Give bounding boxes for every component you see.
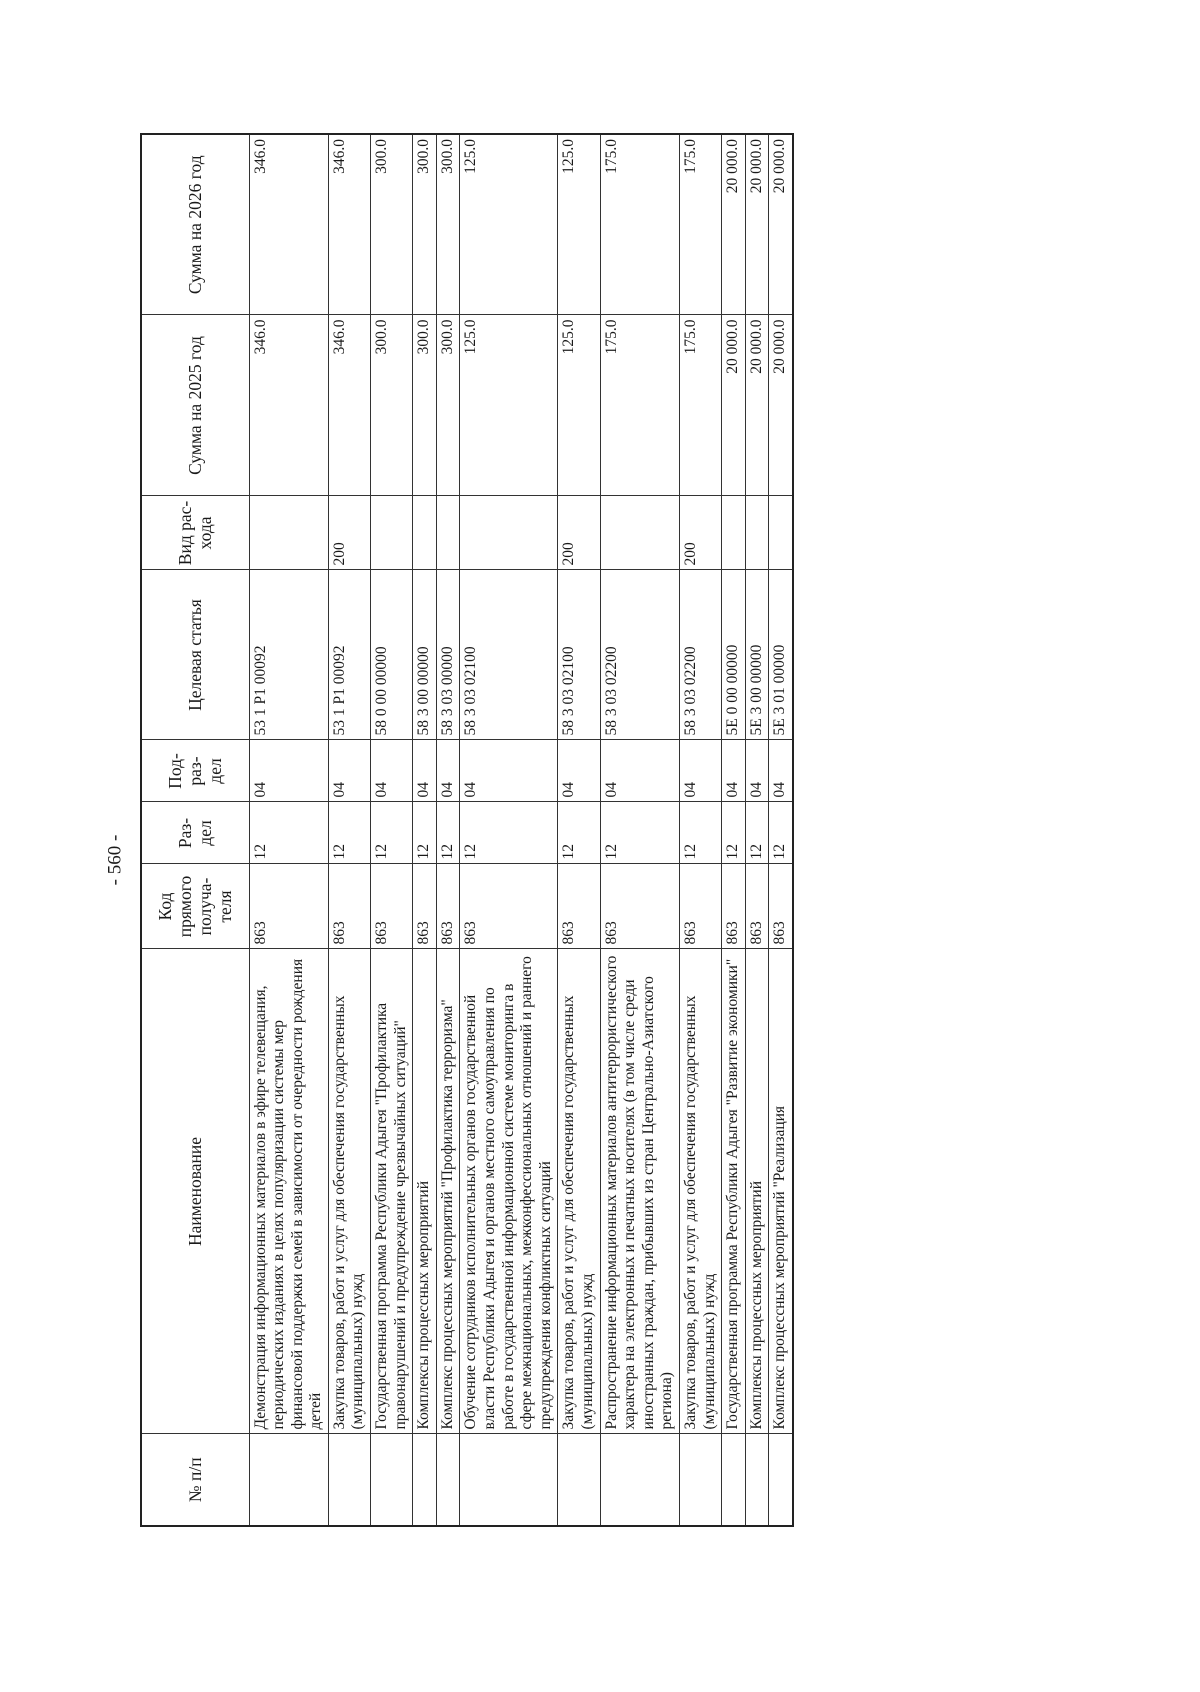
table-row xyxy=(413,134,437,1526)
cell-sum2026: 346.0 xyxy=(249,134,328,315)
cell-code: 863 xyxy=(460,864,558,949)
budget-table-wrapper xyxy=(140,135,1065,1527)
header-subsection: Под-раз-дел xyxy=(141,740,249,802)
cell-num xyxy=(769,1434,793,1526)
cell-expense xyxy=(460,496,558,570)
table-row xyxy=(371,134,413,1526)
cell-expense: 200 xyxy=(558,496,600,570)
cell-section: 12 xyxy=(371,802,413,864)
cell-section: 12 xyxy=(769,802,793,864)
table-row xyxy=(460,134,558,1526)
header-num: № п/п xyxy=(141,1434,249,1526)
cell-expense xyxy=(769,496,793,570)
cell-code: 863 xyxy=(413,864,437,949)
cell-section: 12 xyxy=(558,802,600,864)
cell-sum2025: 300.0 xyxy=(436,315,460,496)
cell-num xyxy=(371,1434,413,1526)
cell-num xyxy=(600,1434,679,1526)
cell-sum2025: 300.0 xyxy=(413,315,437,496)
header-target: Целевая статья xyxy=(141,570,249,740)
table-row xyxy=(679,134,721,1526)
cell-sum2026: 125.0 xyxy=(558,134,600,315)
cell-name: Государственная программа Республики Адыгея "Развитие экономики" xyxy=(722,949,746,1434)
cell-name: Комплекс процессных мероприятий "Реализация xyxy=(769,949,793,1434)
cell-sum2026: 175.0 xyxy=(679,134,721,315)
cell-target: 58 3 03 02200 xyxy=(600,570,679,740)
table-row xyxy=(600,134,679,1526)
cell-expense xyxy=(745,496,769,570)
cell-expense xyxy=(436,496,460,570)
cell-num xyxy=(558,1434,600,1526)
cell-expense: 200 xyxy=(328,496,370,570)
cell-code: 863 xyxy=(436,864,460,949)
cell-num xyxy=(679,1434,721,1526)
cell-subsection: 04 xyxy=(558,740,600,802)
cell-num xyxy=(328,1434,370,1526)
table-row xyxy=(722,134,746,1526)
cell-name: Обучение сотрудников исполнительных органов государственной власти Республики Адыгея и органов местного самоуправления по работе в государственной информационной системе мониторинга в сфере межнациональных, межконфессиональных отношений и раннего предупреждения конфликтных ситуаций xyxy=(460,949,558,1434)
cell-subsection: 04 xyxy=(436,740,460,802)
cell-code: 863 xyxy=(558,864,600,949)
cell-target: 58 3 03 00000 xyxy=(436,570,460,740)
cell-expense xyxy=(722,496,746,570)
cell-code: 863 xyxy=(679,864,721,949)
cell-sum2025: 125.0 xyxy=(460,315,558,496)
cell-num xyxy=(745,1434,769,1526)
cell-code: 863 xyxy=(371,864,413,949)
cell-subsection: 04 xyxy=(371,740,413,802)
cell-num xyxy=(249,1434,328,1526)
cell-code: 863 xyxy=(769,864,793,949)
table-body xyxy=(249,134,793,1526)
table-row xyxy=(769,134,793,1526)
cell-sum2025: 346.0 xyxy=(328,315,370,496)
cell-subsection: 04 xyxy=(722,740,746,802)
table-row xyxy=(436,134,460,1526)
cell-code: 863 xyxy=(745,864,769,949)
cell-name: Комплексы процессных мероприятий xyxy=(745,949,769,1434)
cell-expense: 200 xyxy=(679,496,721,570)
cell-section: 12 xyxy=(413,802,437,864)
cell-num xyxy=(436,1434,460,1526)
cell-target: 5Е 3 01 00000 xyxy=(769,570,793,740)
cell-subsection: 04 xyxy=(769,740,793,802)
cell-sum2026: 346.0 xyxy=(328,134,370,315)
cell-subsection: 04 xyxy=(745,740,769,802)
cell-num xyxy=(722,1434,746,1526)
table-header-row xyxy=(141,134,249,1526)
cell-target: 58 3 03 02100 xyxy=(558,570,600,740)
cell-subsection: 04 xyxy=(600,740,679,802)
cell-name: Закупка товаров, работ и услуг для обеспечения государственных (муниципальных) нужд xyxy=(328,949,370,1434)
cell-section: 12 xyxy=(460,802,558,864)
cell-section: 12 xyxy=(722,802,746,864)
cell-num xyxy=(413,1434,437,1526)
cell-sum2026: 300.0 xyxy=(436,134,460,315)
header-name: Наименование xyxy=(141,949,249,1434)
cell-sum2026: 20 000.0 xyxy=(745,134,769,315)
cell-expense xyxy=(371,496,413,570)
cell-num xyxy=(460,1434,558,1526)
cell-sum2025: 346.0 xyxy=(249,315,328,496)
header-sum2025: Сумма на 2025 год xyxy=(141,315,249,496)
cell-target: 58 3 03 02100 xyxy=(460,570,558,740)
cell-target: 53 1 Р1 00092 xyxy=(249,570,328,740)
cell-section: 12 xyxy=(328,802,370,864)
cell-sum2025: 125.0 xyxy=(558,315,600,496)
cell-target: 58 0 00 00000 xyxy=(371,570,413,740)
page-number: - 560 - xyxy=(104,834,125,886)
cell-name: Комплекс процессных мероприятий "Профилактика терроризма" xyxy=(436,949,460,1434)
cell-target: 5Е 0 00 00000 xyxy=(722,570,746,740)
cell-target: 53 1 Р1 00092 xyxy=(328,570,370,740)
cell-section: 12 xyxy=(600,802,679,864)
cell-code: 863 xyxy=(600,864,679,949)
cell-sum2026: 300.0 xyxy=(413,134,437,315)
cell-sum2025: 175.0 xyxy=(679,315,721,496)
cell-sum2026: 125.0 xyxy=(460,134,558,315)
cell-expense xyxy=(413,496,437,570)
cell-sum2026: 175.0 xyxy=(600,134,679,315)
cell-name: Комплексы процессных мероприятий xyxy=(413,949,437,1434)
cell-sum2026: 300.0 xyxy=(371,134,413,315)
cell-expense xyxy=(600,496,679,570)
cell-code: 863 xyxy=(722,864,746,949)
cell-subsection: 04 xyxy=(460,740,558,802)
header-expense: Вид рас-хода xyxy=(141,496,249,570)
cell-sum2025: 300.0 xyxy=(371,315,413,496)
table-row xyxy=(558,134,600,1526)
header-section: Раз-дел xyxy=(141,802,249,864)
cell-target: 58 3 00 00000 xyxy=(413,570,437,740)
cell-section: 12 xyxy=(679,802,721,864)
cell-target: 58 3 03 02200 xyxy=(679,570,721,740)
table-row xyxy=(249,134,328,1526)
cell-sum2025: 175.0 xyxy=(600,315,679,496)
cell-subsection: 04 xyxy=(328,740,370,802)
cell-subsection: 04 xyxy=(413,740,437,802)
cell-name: Закупка товаров, работ и услуг для обеспечения государственных (муниципальных) нужд xyxy=(679,949,721,1434)
cell-section: 12 xyxy=(745,802,769,864)
cell-sum2025: 20 000.0 xyxy=(722,315,746,496)
cell-name: Закупка товаров, работ и услуг для обеспечения государственных (муниципальных) нужд xyxy=(558,949,600,1434)
cell-target: 5Е 3 00 00000 xyxy=(745,570,769,740)
cell-name: Государственная программа Республики Адыгея "Профилактика правонарушений и предупреждение чрезвычайных ситуаций" xyxy=(371,949,413,1434)
table-row xyxy=(745,134,769,1526)
cell-name: Демонстрация информационных материалов в эфире телевещания, периодических изданиях в целях популяризации системы мер финансовой поддержки семей в зависимости от очередности рождения детей xyxy=(249,949,328,1434)
cell-section: 12 xyxy=(249,802,328,864)
header-code: Код прямого получа-теля xyxy=(141,864,249,949)
cell-subsection: 04 xyxy=(679,740,721,802)
cell-sum2026: 20 000.0 xyxy=(769,134,793,315)
table-row xyxy=(328,134,370,1526)
header-sum2026: Сумма на 2026 год xyxy=(141,134,249,315)
cell-code: 863 xyxy=(249,864,328,949)
page-number-container xyxy=(95,830,135,890)
cell-sum2025: 20 000.0 xyxy=(769,315,793,496)
cell-code: 863 xyxy=(328,864,370,949)
cell-name: Распространение информационных материалов антитеррористического характера на электронных и печатных носителях (в том числе среди иностранных граждан, прибывших из стран Центрально-Азиатского региона) xyxy=(600,949,679,1434)
cell-expense xyxy=(249,496,328,570)
cell-sum2025: 20 000.0 xyxy=(745,315,769,496)
cell-sum2026: 20 000.0 xyxy=(722,134,746,315)
budget-table xyxy=(140,133,794,1527)
cell-section: 12 xyxy=(436,802,460,864)
cell-subsection: 04 xyxy=(249,740,328,802)
